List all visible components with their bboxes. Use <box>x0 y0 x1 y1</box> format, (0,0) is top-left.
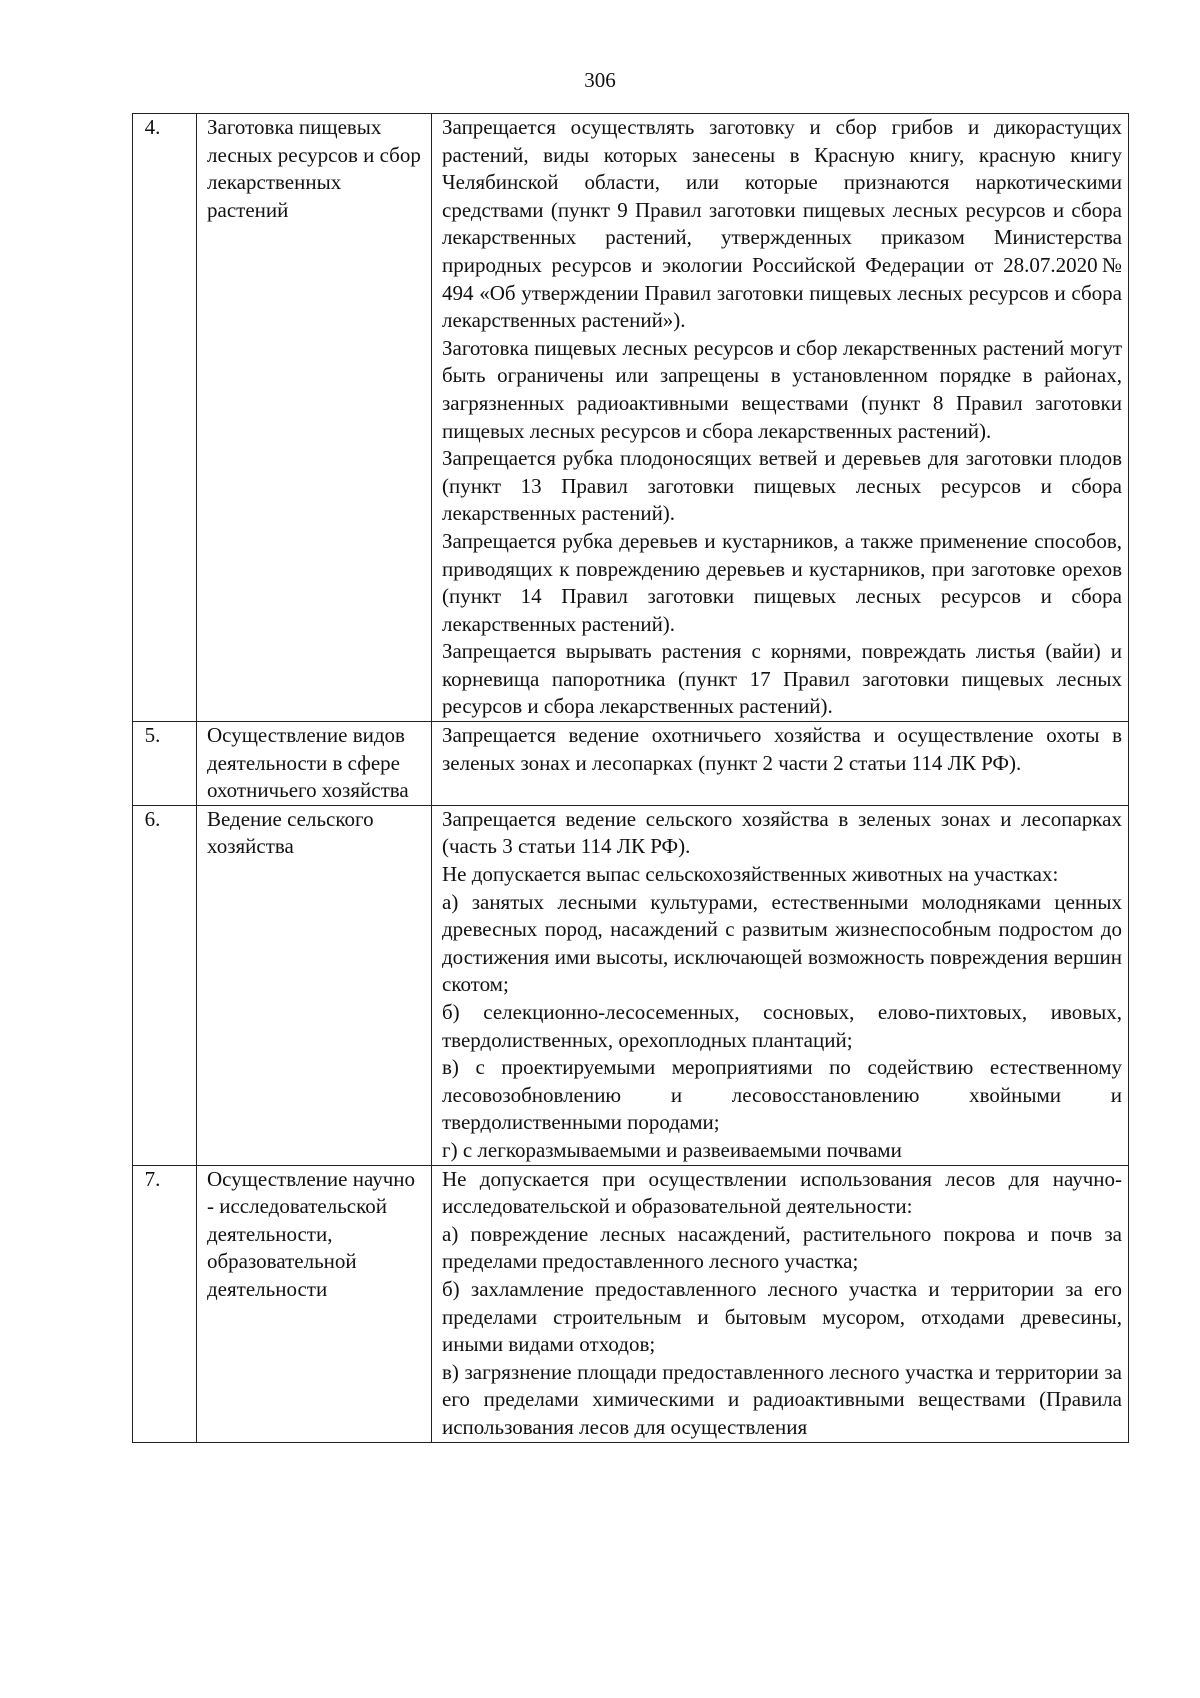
restriction-paragraph: Запрещается ведение охотничьего хозяйства и осуществление охоты в зеленых зонах и лесопарках (пункт 2 части 2 статьи 114 ЛК РФ). <box>442 723 1122 775</box>
restriction-paragraph: Не допускается выпас сельскохозяйственных животных на участках: <box>442 862 1059 887</box>
table-row <box>133 722 1129 806</box>
restriction-paragraph: а) повреждение лесных насаждений, растительного покрова и почв за пределами предоставленного лесного участка; <box>442 1221 1122 1274</box>
row-number: 6. <box>133 805 197 1165</box>
restriction-paragraph: в) загрязнение площади предоставленного лесного участка и территории за его пределами химическими и радиоактивными веществами (Правила использования лесов для осуществления <box>442 1359 1122 1439</box>
restriction-paragraph: Запрещается ведение сельского хозяйства в зеленых зонах и лесопарках (часть 3 статьи 114 ЛК РФ). <box>442 806 1122 859</box>
activity-type: Осуществление научно - исследовательской деятельности, образовательной деятельности <box>197 1165 432 1442</box>
row-number: 7. <box>133 1165 197 1442</box>
regulations-table <box>132 113 1129 1443</box>
restriction-paragraph: Запрещается вырывать растения с корнями, повреждать листья (вайи) и корневища папоротника (пункт 17 Правил заготовки пищевых лесных ресурсов и сбора лекарственных растений). <box>442 639 1122 719</box>
restriction-paragraph: Заготовка пищевых лесных ресурсов и сбор лекарственных растений могут быть ограничены или запрещены в установленном порядке в районах, загрязненных радиоактивными веществами (пункт 8 Правил заготовки пищевых лесных ресурсов и сбора лекарственных растений). <box>442 335 1122 443</box>
restriction-paragraph: б) захламление предоставленного лесного участка и территории за его пределами строительным и бытовым мусором, отходами древесины, иными видами отходов; <box>442 1276 1122 1357</box>
table-row <box>133 805 1129 1165</box>
restriction-paragraph: г) с легкоразмываемыми и развеиваемыми почвами <box>442 1137 902 1162</box>
table-row <box>133 1165 1129 1442</box>
restriction-paragraph: Запрещается осуществлять заготовку и сбор грибов и дикорастущих растений, виды которых занесены в Красную книгу, красную книгу Челябинской области, или которые признаются наркотическими средствами (пункт 9 Правил заготовки пищевых лесных ресурсов и сбора лекарственных растений, утвержденных приказом Министерства природных ресурсов и экологии Российской Федерации от 28.07.2020№ 494 «Об утверждении Правил заготовки пищевых лесных ресурсов и сбора лекарственных растений»). <box>442 115 1122 333</box>
restrictions-cell <box>432 805 1129 1165</box>
table-row <box>133 114 1129 722</box>
restrictions-cell <box>432 114 1129 722</box>
restrictions-cell <box>432 722 1129 806</box>
page-number: 306 <box>584 68 616 92</box>
activity-type: Осуществление видов деятельности в сфере охотничьего хозяйства <box>197 722 432 806</box>
activity-type: Заготовка пищевых лесных ресурсов и сбор лекарственных растений <box>197 114 432 722</box>
restriction-paragraph: Запрещается рубка деревьев и кустарников, а также применение способов, приводящих к повреждению деревьев и кустарников, при заготовке орехов (пункт 14 Правил заготовки пищевых лесных ресурсов и сбора лекарственных растений). <box>442 528 1122 636</box>
activity-type: Ведение сельского хозяйства <box>197 805 432 1165</box>
row-number: 4. <box>133 114 197 722</box>
restriction-paragraph: Не допускается при осуществлении использования лесов для научно-исследовательской и образовательной деятельности: <box>442 1166 1122 1219</box>
row-number: 5. <box>133 722 197 806</box>
restriction-paragraph: в) с проектируемыми мероприятиями по содействию естественному лесовозобновлению и лесовосстановлению хвойными и твердолиственными породами; <box>442 1055 1122 1135</box>
restrictions-cell <box>432 1165 1129 1442</box>
restriction-paragraph: а) занятых лесными культурами, естественными молодняками ценных древесных пород, насаждений с развитым жизнеспособным подростом до достижения ими высоты, исключающей возможность повреждения вершин скотом; <box>442 889 1122 997</box>
restriction-paragraph: б) селекционно-лесосеменных, сосновых, елово-пихтовых, ивовых, твердолиственных, орехоплодных плантаций; <box>442 1000 1122 1052</box>
restriction-paragraph: Запрещается рубка плодоносящих ветвей и деревьев для заготовки плодов (пункт 13 Правил заготовки пищевых лесных ресурсов и сбора лекарственных растений). <box>442 446 1122 526</box>
